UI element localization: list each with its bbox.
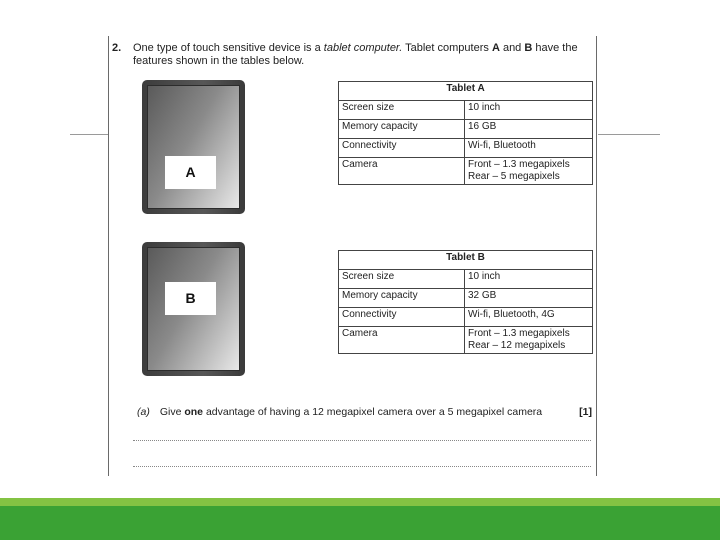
- table-row: [339, 289, 593, 308]
- feature-cell: Camera: [339, 327, 465, 354]
- tablet-a-label: A: [165, 156, 216, 189]
- answer-line[interactable]: [133, 466, 591, 467]
- table-row: [339, 120, 593, 139]
- part-a-question: (a) Give one advantage of having a 12 megapixel camera over a 5 megapixel camera: [137, 406, 543, 418]
- value-cell: 10 inch: [465, 270, 593, 289]
- value-cell: 16 GB: [465, 120, 593, 139]
- feature-cell: Connectivity: [339, 308, 465, 327]
- marks-indicator: [1]: [579, 406, 592, 418]
- tablet-a-table: [338, 81, 593, 185]
- right-slide-rule: [598, 134, 660, 135]
- page-right-border: [596, 36, 597, 476]
- table-row: [339, 327, 593, 354]
- tablet-b-image: [142, 242, 245, 376]
- answer-line[interactable]: [133, 440, 591, 441]
- feature-cell: Camera: [339, 158, 465, 185]
- question-number: 2.: [112, 42, 122, 54]
- tablet-b-table: [338, 250, 593, 354]
- page-left-border: [108, 36, 109, 476]
- tablet-a-image: [142, 80, 245, 214]
- table-row: [339, 101, 593, 120]
- value-cell: Wi-fi, Bluetooth, 4G: [465, 308, 593, 327]
- value-cell: Front – 1.3 megapixels Rear – 12 megapixels: [465, 327, 593, 354]
- table-row: [339, 270, 593, 289]
- footer-accent-bar: [0, 498, 720, 506]
- footer-bar: [0, 506, 720, 540]
- left-slide-rule: [70, 134, 108, 135]
- feature-cell: Memory capacity: [339, 120, 465, 139]
- tablet-a-table-title: Tablet A: [339, 82, 593, 101]
- feature-cell: Screen size: [339, 101, 465, 120]
- feature-cell: Memory capacity: [339, 289, 465, 308]
- feature-cell: Screen size: [339, 270, 465, 289]
- table-row: [339, 158, 593, 185]
- question-text: One type of touch sensitive device is a tablet computer. Tablet computers A and B have the features shown in the tables below.: [133, 42, 578, 67]
- feature-cell: Connectivity: [339, 139, 465, 158]
- value-cell: 32 GB: [465, 289, 593, 308]
- exam-page: [108, 36, 597, 476]
- tablet-b-label: B: [165, 282, 216, 315]
- table-row: [339, 139, 593, 158]
- value-cell: Front – 1.3 megapixels Rear – 5 megapixels: [465, 158, 593, 185]
- value-cell: 10 inch: [465, 101, 593, 120]
- value-cell: Wi-fi, Bluetooth: [465, 139, 593, 158]
- table-row: [339, 308, 593, 327]
- tablet-a-screen: [147, 85, 240, 209]
- tablet-b-table-title: Tablet B: [339, 251, 593, 270]
